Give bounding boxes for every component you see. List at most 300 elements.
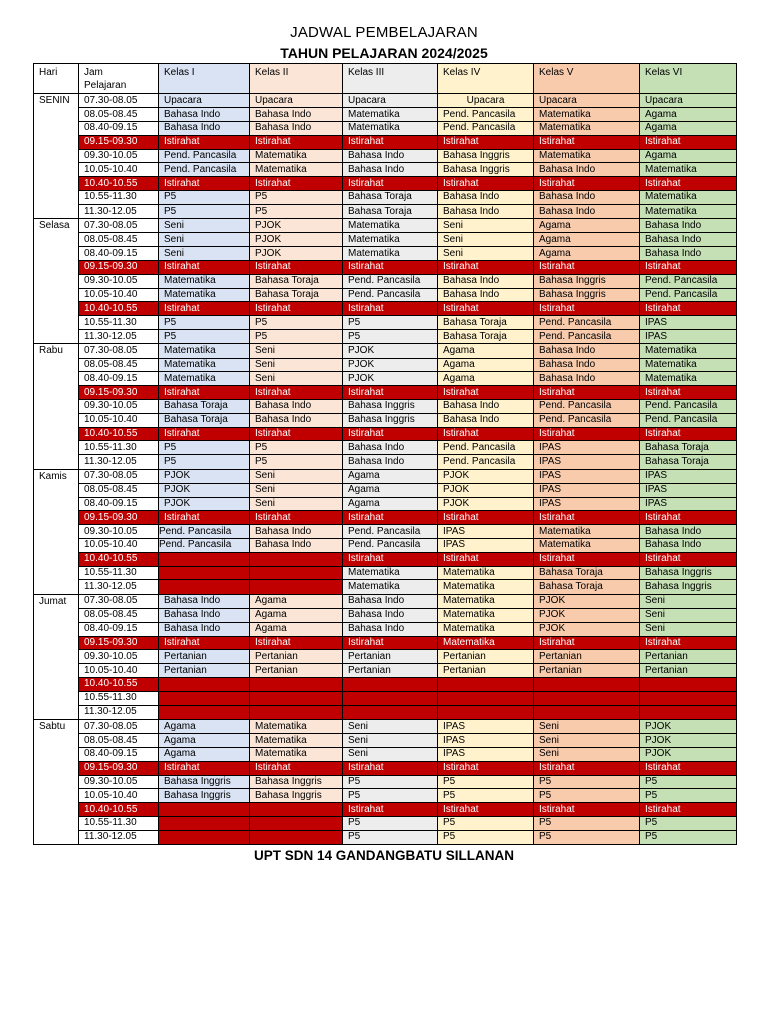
subject-cell: Agama — [534, 233, 640, 247]
subject-cell: Pend. Pancasila — [343, 274, 438, 288]
subject-cell: Istirahat — [534, 135, 640, 149]
table-row — [34, 400, 737, 414]
day-cell — [34, 608, 79, 622]
subject-cell: Seni — [438, 233, 534, 247]
subject-cell: Seni — [250, 483, 343, 497]
subject-cell: IPAS — [640, 469, 737, 483]
subject-cell: Bahasa Inggris — [534, 274, 640, 288]
day-label: Kamis — [34, 469, 79, 483]
subject-cell: Bahasa Inggris — [640, 580, 737, 594]
time-slot: 09.30-10.05 — [79, 400, 159, 414]
subject-cell: PJOK — [343, 372, 438, 386]
day-cell — [34, 177, 79, 191]
subject-cell: Istirahat — [640, 302, 737, 316]
subject-cell: P5 — [250, 455, 343, 469]
subject-cell: Pertanian — [250, 664, 343, 678]
subject-cell: Agama — [640, 149, 737, 163]
subject-cell: Istirahat — [343, 636, 438, 650]
time-slot: 10.40-10.55 — [79, 803, 159, 817]
time-slot: 11.30-12.05 — [79, 830, 159, 844]
subject-cell: Seni — [250, 358, 343, 372]
subject-cell: Istirahat — [343, 803, 438, 817]
subject-cell: Bahasa Indo — [438, 400, 534, 414]
subject-cell: Pend. Pancasila — [438, 108, 534, 122]
day-cell — [34, 705, 79, 719]
subject-cell: Bahasa Indo — [159, 108, 250, 122]
subject-cell: Bahasa Indo — [438, 274, 534, 288]
subject-cell: Bahasa Indo — [250, 400, 343, 414]
subject-cell — [159, 816, 250, 830]
subject-cell: Bahasa Inggris — [250, 775, 343, 789]
day-cell — [34, 191, 79, 205]
subject-cell: P5 — [438, 775, 534, 789]
subject-cell: Istirahat — [534, 302, 640, 316]
day-cell — [34, 163, 79, 177]
subject-cell: Agama — [250, 622, 343, 636]
subject-cell — [250, 803, 343, 817]
subject-cell: Agama — [640, 122, 737, 136]
subject-cell: Bahasa Indo — [438, 413, 534, 427]
column-header: Kelas II — [250, 64, 343, 94]
day-cell — [34, 747, 79, 761]
subject-cell: Matematika — [159, 274, 250, 288]
subject-cell: P5 — [250, 316, 343, 330]
subject-cell: IPAS — [534, 483, 640, 497]
subject-cell — [438, 677, 534, 691]
time-slot: 10.40-10.55 — [79, 302, 159, 316]
subject-cell: Seni — [534, 734, 640, 748]
subject-cell: IPAS — [534, 455, 640, 469]
subject-cell: Seni — [534, 719, 640, 733]
subject-cell: Matematika — [438, 566, 534, 580]
subject-cell: Bahasa Indo — [640, 525, 737, 539]
subject-cell — [250, 830, 343, 844]
subject-cell: Bahasa Indo — [534, 204, 640, 218]
subject-cell: Bahasa Indo — [159, 608, 250, 622]
subject-cell: Bahasa Toraja — [640, 441, 737, 455]
day-cell — [34, 664, 79, 678]
table-row — [34, 344, 737, 358]
column-header: Jam Pelajaran — [79, 64, 159, 94]
subject-cell: Bahasa Indo — [250, 122, 343, 136]
subject-cell: Istirahat — [534, 511, 640, 525]
subject-cell: PJOK — [640, 734, 737, 748]
subject-cell: Matematika — [343, 580, 438, 594]
subject-cell: Bahasa Indo — [438, 204, 534, 218]
time-slot: 08.40-09.15 — [79, 372, 159, 386]
time-slot: 08.40-09.15 — [79, 497, 159, 511]
subject-cell: P5 — [640, 816, 737, 830]
subject-cell: Istirahat — [640, 427, 737, 441]
subject-cell: Bahasa Indo — [250, 539, 343, 553]
subject-cell: Bahasa Toraja — [250, 274, 343, 288]
table-row — [34, 636, 737, 650]
day-label: SENIN — [34, 94, 79, 108]
time-slot: 10.40-10.55 — [79, 177, 159, 191]
subject-cell: Bahasa Indo — [343, 163, 438, 177]
subject-cell — [438, 705, 534, 719]
time-slot: 09.15-09.30 — [79, 511, 159, 525]
table-row — [34, 552, 737, 566]
subject-cell: Istirahat — [438, 135, 534, 149]
subject-cell: Istirahat — [438, 177, 534, 191]
subject-cell — [343, 705, 438, 719]
table-row — [34, 511, 737, 525]
subject-cell: Pend. Pancasila — [438, 441, 534, 455]
day-label: Selasa — [34, 219, 79, 233]
table-row — [34, 274, 737, 288]
table-row — [34, 525, 737, 539]
subject-cell: Bahasa Indo — [640, 539, 737, 553]
subject-cell: Bahasa Inggris — [438, 163, 534, 177]
subject-cell: Istirahat — [438, 803, 534, 817]
subject-cell: PJOK — [343, 344, 438, 358]
time-slot: 07.30-08.05 — [79, 94, 159, 108]
subject-cell — [343, 677, 438, 691]
table-row — [34, 789, 737, 803]
subject-cell: Bahasa Toraja — [534, 580, 640, 594]
time-slot: 08.05-08.45 — [79, 108, 159, 122]
document-subtitle: TAHUN PELAJARAN 2024/2025 — [280, 45, 488, 61]
subject-cell: Istirahat — [159, 511, 250, 525]
subject-cell: Seni — [159, 247, 250, 261]
time-slot: 09.30-10.05 — [79, 775, 159, 789]
subject-cell: Seni — [640, 608, 737, 622]
subject-cell: Bahasa Indo — [534, 372, 640, 386]
day-cell — [34, 539, 79, 553]
subject-cell: Seni — [534, 747, 640, 761]
subject-cell: Seni — [438, 247, 534, 261]
table-row — [34, 204, 737, 218]
day-cell — [34, 511, 79, 525]
time-slot: 09.30-10.05 — [79, 525, 159, 539]
subject-cell: P5 — [159, 330, 250, 344]
subject-cell — [534, 677, 640, 691]
table-row — [34, 330, 737, 344]
day-cell — [34, 400, 79, 414]
subject-cell: P5 — [343, 789, 438, 803]
subject-cell: Bahasa Toraja — [159, 400, 250, 414]
subject-cell: P5 — [438, 816, 534, 830]
subject-cell: Istirahat — [438, 552, 534, 566]
day-cell — [34, 247, 79, 261]
column-header: Kelas III — [343, 64, 438, 94]
subject-cell: Istirahat — [640, 803, 737, 817]
subject-cell: Bahasa Toraja — [438, 316, 534, 330]
subject-cell: Pertanian — [438, 650, 534, 664]
day-cell — [34, 233, 79, 247]
table-row — [34, 483, 737, 497]
subject-cell: Matematika — [534, 108, 640, 122]
subject-cell: Bahasa Indo — [438, 191, 534, 205]
table-row — [34, 830, 737, 844]
subject-cell: Istirahat — [640, 761, 737, 775]
table-row — [34, 691, 737, 705]
subject-cell — [159, 691, 250, 705]
subject-cell: Istirahat — [534, 636, 640, 650]
subject-cell: Istirahat — [534, 261, 640, 275]
subject-cell: Seni — [343, 719, 438, 733]
subject-cell: P5 — [343, 775, 438, 789]
subject-cell: Pertanian — [640, 664, 737, 678]
subject-cell: Pend. Pancasila — [159, 539, 250, 553]
day-cell — [34, 288, 79, 302]
subject-cell: Pend. Pancasila — [343, 288, 438, 302]
table-row — [34, 650, 737, 664]
subject-cell: Istirahat — [250, 761, 343, 775]
subject-cell — [159, 705, 250, 719]
subject-cell: P5 — [640, 789, 737, 803]
subject-cell: PJOK — [159, 483, 250, 497]
time-slot: 09.15-09.30 — [79, 135, 159, 149]
subject-cell: Bahasa Inggris — [343, 400, 438, 414]
time-slot: 10.05-10.40 — [79, 664, 159, 678]
subject-cell — [159, 803, 250, 817]
table-row — [34, 719, 737, 733]
subject-cell: Pertanian — [534, 650, 640, 664]
subject-cell: Istirahat — [534, 427, 640, 441]
column-header: Kelas V — [534, 64, 640, 94]
time-slot: 10.55-11.30 — [79, 566, 159, 580]
subject-cell: Istirahat — [343, 761, 438, 775]
time-slot: 09.30-10.05 — [79, 650, 159, 664]
subject-cell: Bahasa Indo — [250, 413, 343, 427]
subject-cell: Istirahat — [159, 636, 250, 650]
subject-cell: Agama — [534, 219, 640, 233]
day-cell — [34, 775, 79, 789]
subject-cell: Upacara — [534, 94, 640, 108]
day-cell — [34, 316, 79, 330]
subject-cell: Matematika — [159, 358, 250, 372]
subject-cell: IPAS — [640, 330, 737, 344]
subject-cell: Matematika — [438, 594, 534, 608]
subject-cell: Istirahat — [159, 427, 250, 441]
subject-cell: Bahasa Indo — [534, 344, 640, 358]
day-cell — [34, 455, 79, 469]
subject-cell — [159, 552, 250, 566]
table-row — [34, 580, 737, 594]
table-row — [34, 247, 737, 261]
time-slot: 10.55-11.30 — [79, 441, 159, 455]
time-slot: 09.30-10.05 — [79, 274, 159, 288]
day-cell — [34, 204, 79, 218]
subject-cell: Bahasa Indo — [159, 594, 250, 608]
column-header: Kelas IV — [438, 64, 534, 94]
subject-cell: Bahasa Indo — [343, 608, 438, 622]
subject-cell: Matematika — [640, 191, 737, 205]
time-slot: 09.30-10.05 — [79, 149, 159, 163]
subject-cell: PJOK — [438, 483, 534, 497]
subject-cell: P5 — [250, 330, 343, 344]
subject-cell: Matematika — [343, 233, 438, 247]
time-slot: 08.40-09.15 — [79, 622, 159, 636]
day-cell — [34, 386, 79, 400]
day-cell — [34, 830, 79, 844]
subject-cell: Istirahat — [640, 135, 737, 149]
day-cell — [34, 691, 79, 705]
subject-cell: Pend. Pancasila — [534, 413, 640, 427]
day-cell — [34, 372, 79, 386]
table-row — [34, 219, 737, 233]
table-row — [34, 705, 737, 719]
subject-cell: IPAS — [438, 734, 534, 748]
table-row — [34, 816, 737, 830]
subject-cell: Istirahat — [343, 135, 438, 149]
subject-cell: P5 — [343, 830, 438, 844]
subject-cell: Matematika — [640, 358, 737, 372]
table-row — [34, 288, 737, 302]
day-cell — [34, 803, 79, 817]
subject-cell: Istirahat — [438, 302, 534, 316]
time-slot: 07.30-08.05 — [79, 594, 159, 608]
subject-cell: PJOK — [159, 469, 250, 483]
subject-cell: PJOK — [534, 608, 640, 622]
table-row — [34, 455, 737, 469]
subject-cell: Seni — [250, 497, 343, 511]
subject-cell: Bahasa Indo — [159, 122, 250, 136]
time-slot: 10.55-11.30 — [79, 816, 159, 830]
subject-cell: Seni — [250, 344, 343, 358]
time-slot: 10.05-10.40 — [79, 288, 159, 302]
table-row — [34, 761, 737, 775]
subject-cell: Matematika — [438, 622, 534, 636]
table-row — [34, 566, 737, 580]
subject-cell: Istirahat — [438, 761, 534, 775]
day-cell — [34, 330, 79, 344]
time-slot: 08.05-08.45 — [79, 233, 159, 247]
table-row — [34, 122, 737, 136]
time-slot: 10.55-11.30 — [79, 316, 159, 330]
subject-cell — [640, 677, 737, 691]
time-slot: 11.30-12.05 — [79, 330, 159, 344]
subject-cell: Agama — [159, 734, 250, 748]
subject-cell: IPAS — [534, 497, 640, 511]
subject-cell: Matematika — [343, 566, 438, 580]
subject-cell: Istirahat — [534, 552, 640, 566]
subject-cell: Seni — [250, 469, 343, 483]
table-row — [34, 358, 737, 372]
time-slot: 10.55-11.30 — [79, 691, 159, 705]
day-cell — [34, 622, 79, 636]
subject-cell: Pend. Pancasila — [640, 274, 737, 288]
time-slot: 08.40-09.15 — [79, 122, 159, 136]
subject-cell: Seni — [343, 747, 438, 761]
time-slot: 11.30-12.05 — [79, 705, 159, 719]
subject-cell — [159, 830, 250, 844]
subject-cell: Bahasa Inggris — [159, 775, 250, 789]
subject-cell: PJOK — [640, 747, 737, 761]
table-row — [34, 386, 737, 400]
subject-cell: Istirahat — [159, 386, 250, 400]
time-slot: 09.15-09.30 — [79, 261, 159, 275]
subject-cell: P5 — [640, 830, 737, 844]
table-row — [34, 135, 737, 149]
day-cell — [34, 441, 79, 455]
table-row — [34, 775, 737, 789]
time-slot: 11.30-12.05 — [79, 455, 159, 469]
subject-cell: Bahasa Indo — [534, 191, 640, 205]
subject-cell: P5 — [534, 830, 640, 844]
subject-cell: Bahasa Indo — [640, 233, 737, 247]
time-slot: 10.05-10.40 — [79, 789, 159, 803]
time-slot: 08.05-08.45 — [79, 734, 159, 748]
time-slot: 09.15-09.30 — [79, 636, 159, 650]
subject-cell: Matematika — [438, 580, 534, 594]
day-cell — [34, 122, 79, 136]
subject-cell: P5 — [250, 191, 343, 205]
subject-cell: IPAS — [534, 469, 640, 483]
subject-cell: Matematika — [438, 636, 534, 650]
table-row — [34, 539, 737, 553]
subject-cell: P5 — [343, 816, 438, 830]
subject-cell — [250, 691, 343, 705]
subject-cell — [534, 705, 640, 719]
day-cell — [34, 108, 79, 122]
time-slot: 08.40-09.15 — [79, 247, 159, 261]
subject-cell: Agama — [438, 358, 534, 372]
subject-cell: Bahasa Toraja — [438, 330, 534, 344]
subject-cell: PJOK — [250, 247, 343, 261]
subject-cell: Istirahat — [159, 761, 250, 775]
subject-cell: Istirahat — [438, 386, 534, 400]
subject-cell: Istirahat — [343, 386, 438, 400]
subject-cell: Bahasa Inggris — [438, 149, 534, 163]
table-row — [34, 233, 737, 247]
school-name-footer: UPT SDN 14 GANDANGBATU SILLANAN — [253, 848, 514, 863]
subject-cell: P5 — [250, 204, 343, 218]
subject-cell: Matematika — [250, 163, 343, 177]
subject-cell: Agama — [159, 719, 250, 733]
subject-cell: Pertanian — [438, 664, 534, 678]
day-cell — [34, 677, 79, 691]
time-slot: 10.40-10.55 — [79, 677, 159, 691]
subject-cell: Istirahat — [343, 177, 438, 191]
subject-cell: Istirahat — [250, 386, 343, 400]
table-row — [34, 108, 737, 122]
subject-cell: IPAS — [640, 497, 737, 511]
subject-cell: IPAS — [640, 483, 737, 497]
subject-cell: PJOK — [438, 469, 534, 483]
table-row — [34, 191, 737, 205]
subject-cell: Agama — [343, 497, 438, 511]
subject-cell: Seni — [250, 372, 343, 386]
subject-cell: Bahasa Indo — [343, 441, 438, 455]
subject-cell: P5 — [159, 455, 250, 469]
subject-cell: Pertanian — [534, 664, 640, 678]
subject-cell: Istirahat — [343, 427, 438, 441]
subject-cell: Agama — [250, 608, 343, 622]
table-row — [34, 803, 737, 817]
table-row — [34, 149, 737, 163]
subject-cell — [250, 705, 343, 719]
subject-cell: Bahasa Toraja — [343, 191, 438, 205]
subject-cell: Bahasa Indo — [343, 594, 438, 608]
subject-cell: Pertanian — [159, 664, 250, 678]
time-slot: 08.05-08.45 — [79, 358, 159, 372]
table-row — [34, 664, 737, 678]
subject-cell: P5 — [438, 789, 534, 803]
subject-cell: Istirahat — [343, 261, 438, 275]
day-cell — [34, 274, 79, 288]
day-label: Jumat — [34, 594, 79, 608]
subject-cell: Istirahat — [250, 261, 343, 275]
subject-cell: Bahasa Toraja — [640, 455, 737, 469]
subject-cell: Bahasa Indo — [159, 622, 250, 636]
day-cell — [34, 789, 79, 803]
time-slot: 10.05-10.40 — [79, 163, 159, 177]
subject-cell — [640, 691, 737, 705]
subject-cell: P5 — [534, 816, 640, 830]
